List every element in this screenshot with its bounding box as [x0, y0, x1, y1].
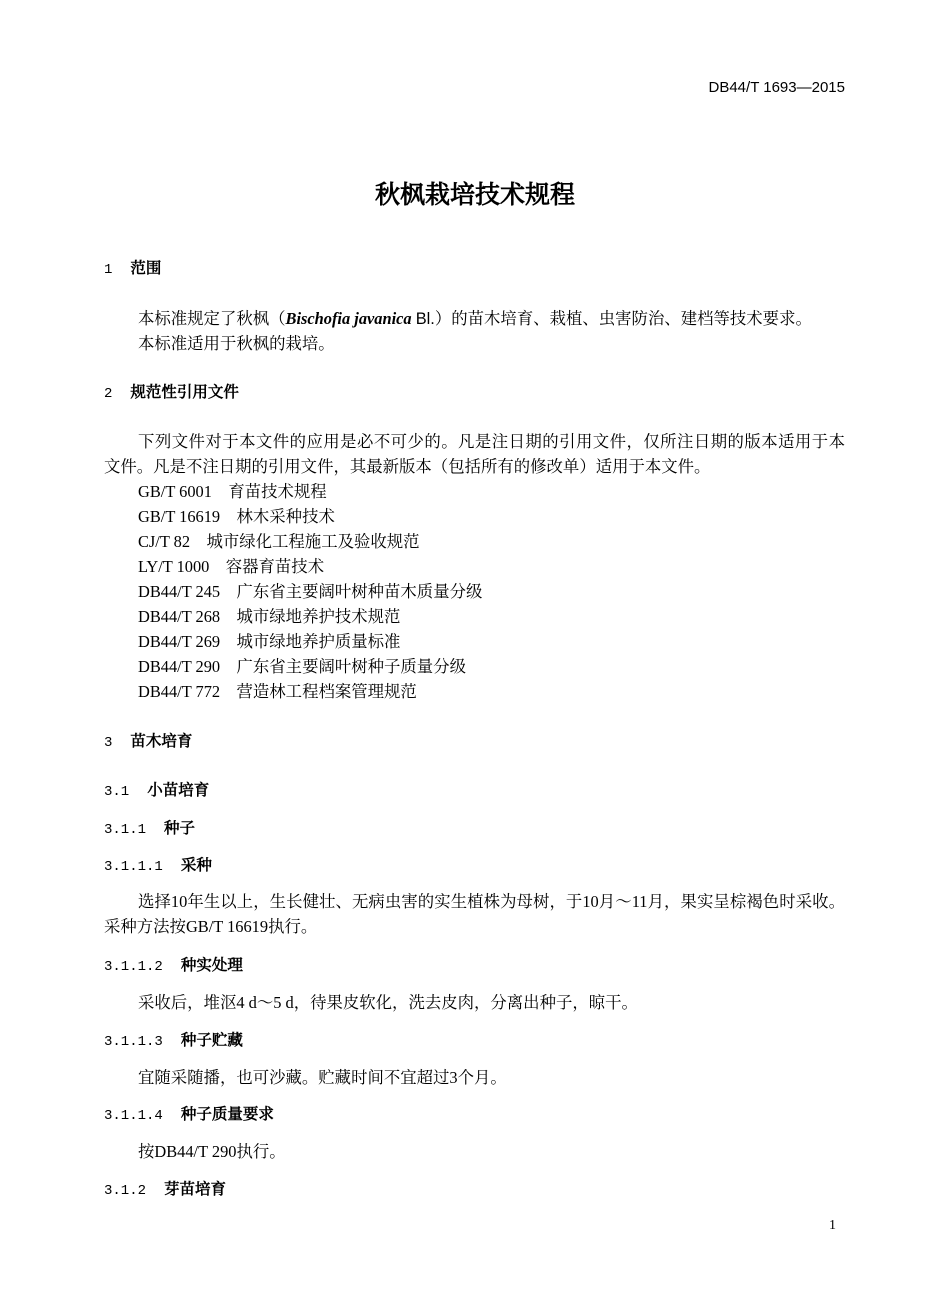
- section-title: 芽苗培育: [164, 1180, 227, 1198]
- section-title: 苗木培育: [130, 732, 193, 750]
- section-title: 规范性引用文件: [130, 383, 239, 401]
- normative-references-list: [138, 479, 482, 704]
- document-title: 秋枫栽培技术规程: [374, 181, 575, 209]
- reference-item: [138, 579, 482, 604]
- reference-name: 城市绿地养护质量标准: [236, 631, 401, 651]
- reference-code: DB44/T 268: [138, 606, 221, 626]
- seed-quality-paragraph: 按DB44/T 290执行。: [138, 1141, 286, 1161]
- reference-item: [138, 679, 482, 704]
- section-number: 3: [104, 734, 113, 751]
- seed-processing-paragraph: 采收后，堆沤4 d～5 d，待果皮软化，洗去皮肉，分离出种子，晾干。: [138, 992, 638, 1012]
- seed-collection-line-1: 选择10年生以上，生长健壮、无病虫害的实生植株为母树，于10月～11月，果实呈棕褐色时采收。: [138, 891, 845, 911]
- section-title: 种子质量要求: [180, 1105, 274, 1123]
- reference-item: [138, 479, 482, 504]
- scope-text-suffix: ）的苗木培育、栽植、虫害防治、建档等技术要求。: [434, 308, 812, 328]
- section-number: 3.1.1: [104, 821, 147, 838]
- subsection-3-1-heading: [104, 778, 209, 805]
- reference-item: [138, 504, 482, 529]
- section-1-heading: [104, 256, 161, 283]
- reference-item: [138, 654, 482, 679]
- reference-code: CJ/T 82: [138, 531, 191, 551]
- subsection-3-1-1-4-heading: [104, 1102, 274, 1129]
- subsection-3-1-1-heading: [104, 816, 195, 843]
- reference-name: 容器育苗技术: [225, 556, 325, 576]
- reference-name: 城市绿化工程施工及验收规范: [206, 531, 420, 551]
- reference-name: 林木采种技术: [236, 506, 335, 526]
- section-number: 3.1: [104, 783, 130, 800]
- reference-code: DB44/T 269: [138, 631, 221, 651]
- page-number: 1: [829, 1218, 836, 1233]
- reference-code: DB44/T 245: [138, 581, 221, 601]
- reference-code: GB/T 6001: [138, 481, 212, 501]
- section-2-heading: [104, 380, 239, 407]
- reference-item: [138, 629, 482, 654]
- section-number: 3.1.1.2: [104, 958, 163, 975]
- section-number: 3.1.1.3: [104, 1033, 163, 1050]
- section-title: 种实处理: [180, 956, 243, 974]
- section-title: 小苗培育: [147, 781, 210, 799]
- scope-paragraph-2: 本标准适用于秋枫的栽培。: [138, 333, 335, 353]
- subsection-3-1-2-heading: [104, 1177, 226, 1204]
- section-title: 范围: [130, 259, 162, 277]
- references-intro-line-1: 下列文件对于本文件的应用是必不可少的。凡是注日期的引用文件，仅所注日期的版本适用于本: [138, 431, 845, 451]
- reference-item: [138, 604, 482, 629]
- reference-item: [138, 529, 482, 554]
- subsection-3-1-1-2-heading: [104, 953, 243, 980]
- section-title: 采种: [180, 856, 212, 874]
- section-title: 种子贮藏: [180, 1031, 243, 1049]
- latin-species-name: Bischofia javanica: [285, 308, 412, 328]
- section-3-heading: [104, 729, 192, 756]
- section-number: 3.1.2: [104, 1182, 147, 1199]
- document-number: DB44/T 1693—2015: [708, 79, 845, 96]
- scope-paragraph-1: [104, 306, 845, 332]
- seed-collection-line-2: 采种方法按GB/T 16619执行。: [104, 916, 318, 936]
- seed-storage-paragraph: 宜随采随播，也可沙藏。贮藏时间不宜超过3个月。: [138, 1067, 507, 1087]
- reference-name: 营造林工程档案管理规范: [236, 681, 417, 701]
- reference-name: 广东省主要阔叶树种苗木质量分级: [236, 581, 483, 601]
- references-intro-line-2: 文件。凡是不注日期的引用文件，其最新版本（包括所有的修改单）适用于本文件。: [104, 456, 711, 476]
- subsection-3-1-1-1-heading: [104, 853, 212, 880]
- reference-name: 广东省主要阔叶树种子质量分级: [236, 656, 466, 676]
- reference-code: LY/T 1000: [138, 556, 210, 576]
- reference-code: DB44/T 772: [138, 681, 221, 701]
- section-number: 3.1.1.1: [104, 858, 163, 875]
- section-number: 2: [104, 385, 113, 402]
- section-number: 3.1.1.4: [104, 1107, 163, 1124]
- section-number: 1: [104, 261, 113, 278]
- subsection-3-1-1-3-heading: [104, 1028, 243, 1055]
- reference-code: DB44/T 290: [138, 656, 221, 676]
- reference-code: GB/T 16619: [138, 506, 221, 526]
- section-title: 种子: [164, 819, 196, 837]
- scope-text-prefix: 本标准规定了秋枫（: [138, 308, 286, 328]
- species-authority: Bl.: [415, 309, 435, 328]
- reference-item: [138, 554, 482, 579]
- reference-name: 育苗技术规程: [228, 481, 327, 501]
- reference-name: 城市绿地养护技术规范: [236, 606, 401, 626]
